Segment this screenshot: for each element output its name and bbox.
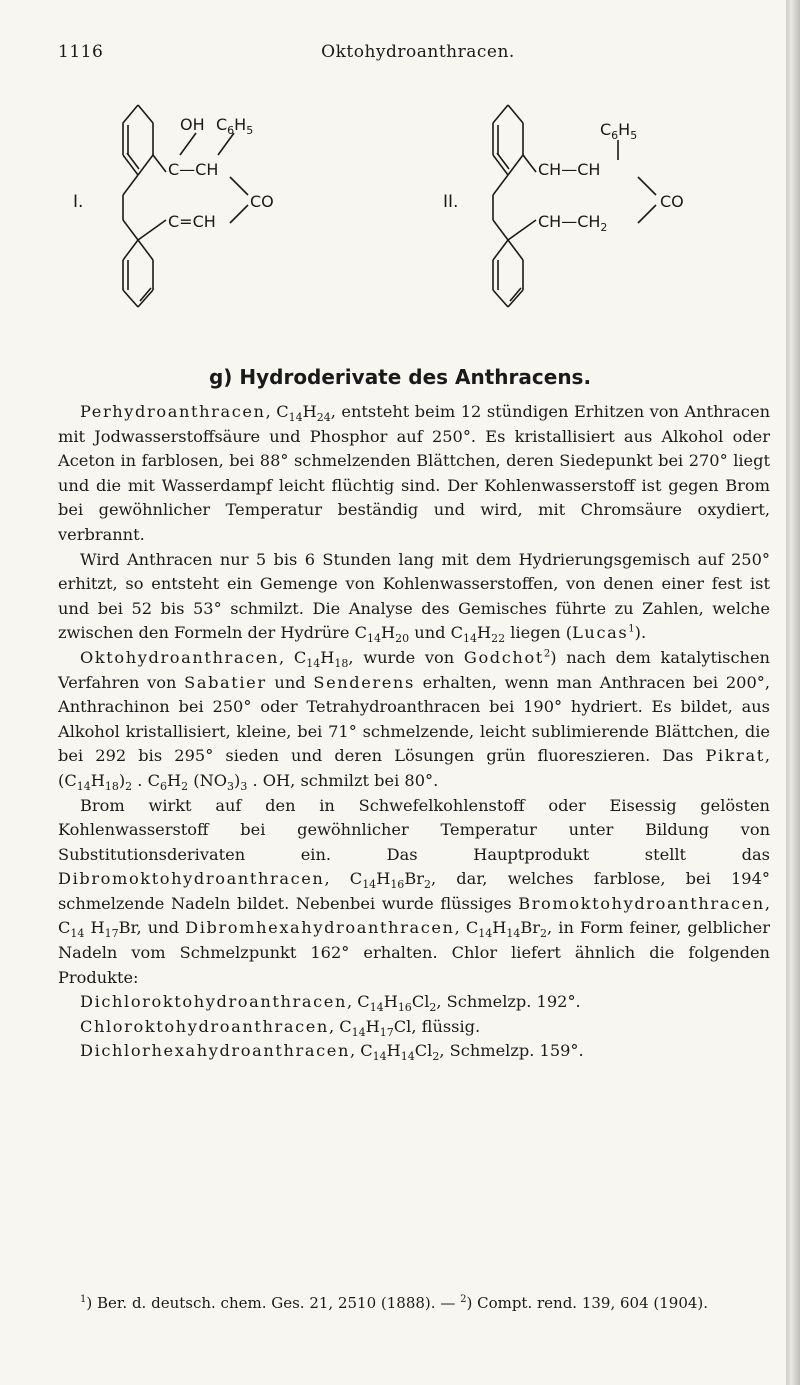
compound-name: Pikrat: [705, 746, 765, 766]
compound-name: Bromoktohydroanthracen: [518, 893, 765, 913]
formula-2-row1: CH—CH: [538, 160, 601, 179]
compound-name: Oktohydroanthracen: [80, 647, 280, 667]
formula-1-oh: OH: [180, 115, 205, 134]
chemical-formula: $C_{14}H_{22}$: [450, 623, 506, 646]
footnote-text: $^1$) Ber. d. deutsch. chem. Ges. 21, 2510 (1888). — $^2$) Compt. rend. 139, 604 (1904).: [80, 1294, 709, 1312]
section-heading: g) Hydroderivate des Anthracens.: [208, 365, 592, 389]
formula-1-c6h5: $C_6H_5$: [216, 115, 254, 137]
paragraph-oktohydroanthracen: Oktohydroanthracen, $C_{14}H_{18}$, wurde von Godchot$^2$) nach dem katalytischen Verfahren von Sabatier und Senderens erhalten, wenn man Anthracen bei 200°, Anthrachinon bei 250° oder Tetrahydroanthracen bei 190° hydriert. Es bildet, aus Alkohol kristallisiert, kleine, bei 71° schmelzende, leicht sublimierende Blättchen, die bei 292 bis 295° sieden und deren Lösungen grün fluoreszieren. Das Pikrat, $(C_{14}H_{18})_2$ . $C_6H_2$ $(NO_3)_3$ . OH, schmilzt bei 80°.: [58, 647, 770, 794]
chemical-formula: $C_{14}H_{18}$: [293, 647, 349, 671]
compound-name: Dibromhexahydroanthracen: [185, 918, 455, 938]
author-name: Senderens: [313, 672, 415, 692]
list-item: Dichlorhexahydroanthracen, $C_{14}H_{14}Cl_2$, Schmelzp. 159°.: [80, 1041, 584, 1064]
page-header: [58, 42, 778, 72]
chemical-formula: $C_{14}H_{20}$: [354, 623, 410, 646]
compound-name: Dichloroktohydroanthracen: [80, 992, 347, 1012]
compound-name: Dichlorhexahydroanthracen: [80, 1041, 350, 1061]
formula-1-row2: C=CH: [168, 212, 216, 231]
formula-2-c6h5: $C_6H_5$: [600, 120, 638, 142]
page-edge-shadow: [786, 0, 800, 1385]
formula-1-numeral: I.: [73, 192, 84, 212]
chemical-formula: , $C_{14}$ $H_{17}Br$: [58, 893, 770, 941]
list-item: Dichloroktohydroanthracen, $C_{14}H_{16}Cl_2$, Schmelzp. 192°.: [80, 992, 581, 1015]
chlorine-products-list: [58, 990, 770, 1064]
author-name: Lucas: [572, 623, 629, 643]
formula-2-row2: $CH—CH_2$: [538, 212, 608, 234]
footnote-ref: 2: [543, 648, 551, 660]
chemical-formula: , $C_{14}H_{14}Br_2$: [454, 918, 548, 941]
formula-1-co: CO: [250, 192, 274, 211]
list-item: Chloroktohydroanthracen, $C_{14}H_{17}Cl$, flüssig.: [80, 1016, 481, 1040]
formula-2-co: CO: [660, 192, 684, 211]
paragraph-hydrierung: Wird Anthracen nur 5 bis 6 Stunden lang mit dem Hydrierungsgemisch auf 250° erhitzt, so entsteht ein Gemenge von Kohlenwasserstoffen, von denen einer fest ist und bei 52 bis 53° schmilzt. Die Analyse des Gemisches führte zu Zahlen, welche zwischen den Formeln der Hydrüre $C_{14}H_{20}$ und $C_{14}H_{22}$ liegen (Lucas$^1$).: [58, 549, 770, 646]
author-name: Sabatier: [184, 672, 267, 692]
formula-1-row1: C—CH: [168, 160, 219, 179]
chemical-formula: , $(C_{14}H_{18})_2$ . $C_6H_2$ $(NO_3)_3$: [58, 746, 770, 794]
footnotes: [58, 1292, 770, 1314]
compound-name: Dibromoktohydroanthracen: [58, 869, 325, 889]
page-number: 1116: [58, 42, 104, 62]
chemical-formula: $C_{14}H_{24}$: [276, 402, 331, 425]
structural-formulas: [73, 75, 758, 345]
running-title: Oktohydroanthracen.: [321, 42, 515, 62]
structural-formulas-svg: [73, 75, 758, 345]
paragraph-brom: Brom wirkt auf den in Schwefelkohlenstoff oder Eisessig gelösten Kohlenwasserstoff bei gewöhnlicher Temperatur unter Bildung von Substitutionsderivaten ein. Das Hauptprodukt stellt das Dibromoktohydroanthracen, $C_{14}H_{16}Br_2$, dar, welches farblose, bei 194° schmelzende Nadeln bildet. Nebenbei wurde flüssiges Bromoktohydroanthracen, $C_{14}$ $H_{17}Br$, und Dibromhexahydroanthracen, $C_{14}H_{14}Br_2$, in Form feiner, gelblicher Nadeln vom Schmelzpunkt 162° erhalten. Chlor liefert ähnlich die folgenden Produkte:: [58, 795, 770, 987]
footnote-ref: 1: [628, 623, 635, 635]
compound-name: Perhydroanthracen: [80, 402, 266, 421]
paragraph-perhydroanthracen: Perhydroanthracen, $C_{14}H_{24}$, entsteht beim 12 stündigen Erhitzen von Anthracen mit Jodwasserstoffsäure und Phosphor auf 250°. Es kristallisiert aus Alkohol oder Aceton in farblosen, bei 88° schmelzenden Blättchen, deren Siedepunkt bei 270° liegt und die mit Wasserdampf leicht flüchtig sind. Der Kohlenwasserstoff ist gegen Brom bei gewöhnlicher Temperatur beständig und wird, mit Chromsäure oxydiert, verbrannt.: [58, 402, 771, 544]
chemical-formula: , $C_{14}H_{16}Br_2$: [324, 869, 431, 892]
compound-name: Chloroktohydroanthracen: [80, 1016, 329, 1036]
body-text: [58, 400, 770, 1064]
author-name: Godchot: [463, 647, 544, 667]
formula-2-numeral: II.: [443, 192, 459, 212]
